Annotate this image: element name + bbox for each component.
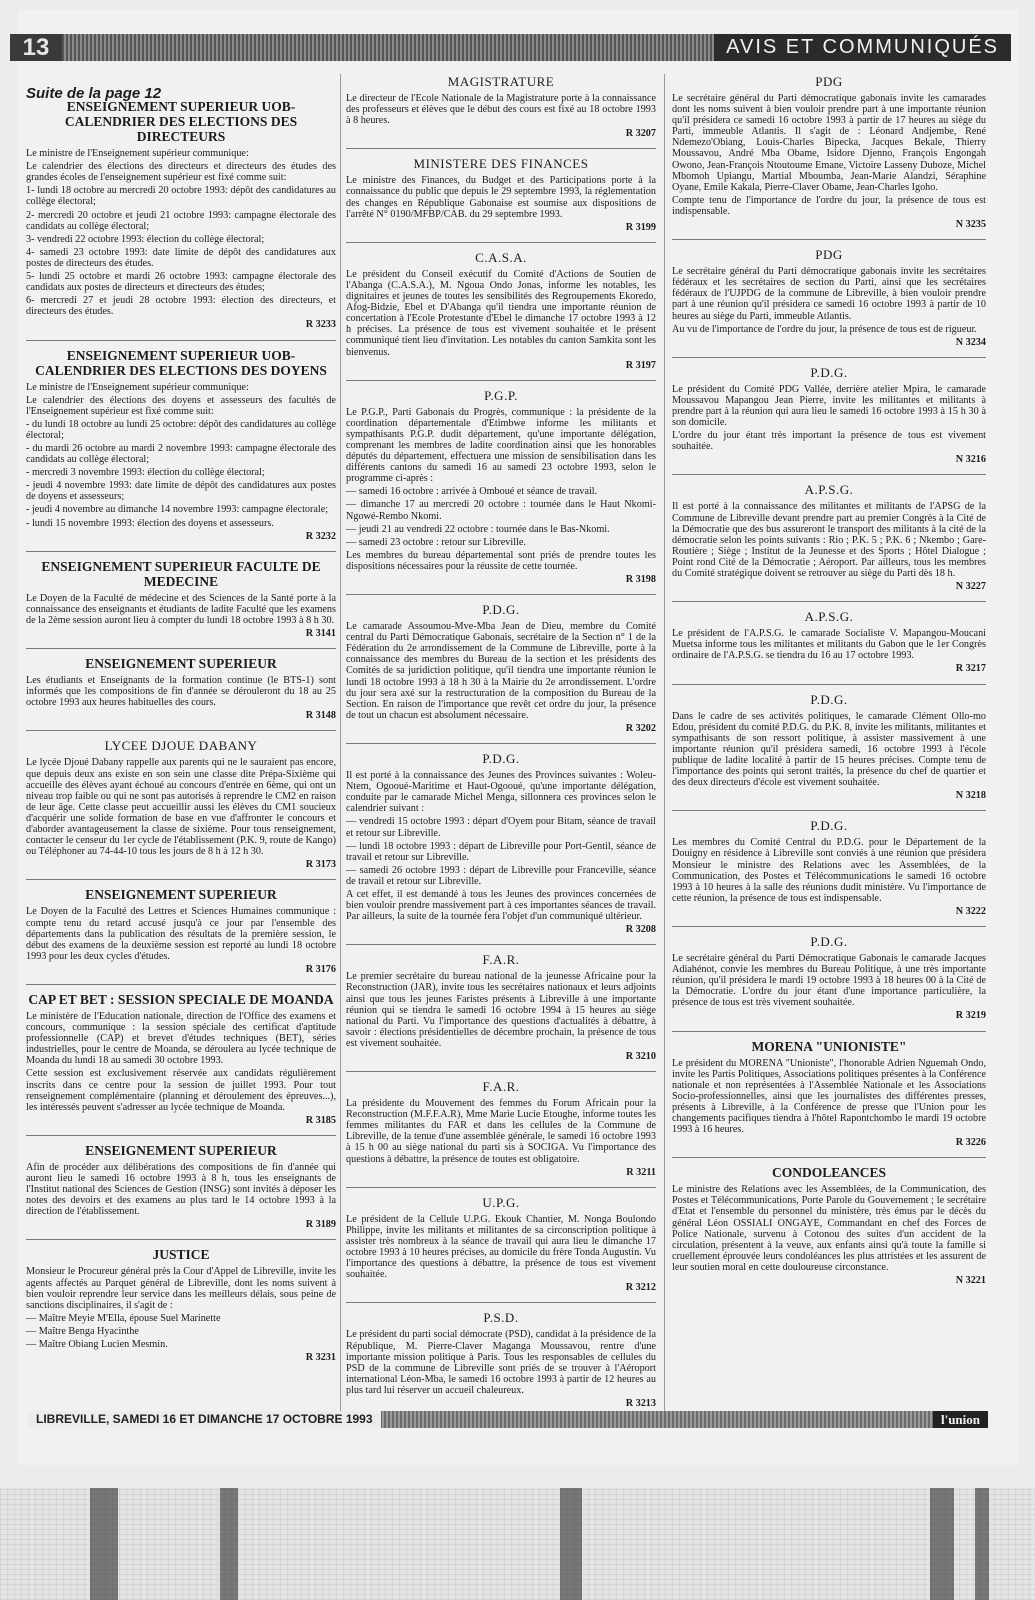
notice-title: JUSTICE (152, 1247, 210, 1263)
divider (672, 684, 986, 685)
notice-text: Le ministre des Finances, du Budget et des Participations porte à la connaissance du public que depuis le 29 septembre 1993, la réglementation des changes en République Gabonaise est soumise aux dispositions de l'arrêté N° 0190/MFBP/CAB. du 29 septembre 1993. (346, 175, 656, 220)
notice-reference: R 3199 (625, 221, 656, 233)
notice-pdg-jeunes (346, 751, 656, 935)
notice-text: Le président de la Cellule U.P.G. Ekouk Chantier, M. Nonga Boulondo Philippe, invite les militants et militantes de sa circonscription politique à assister très nombreux à la séance de travail qui aura lieu le dimanche 17 octobre 1993 à 10 heures précises, au domicile du frère Tonda Augustin. Vu l'importance des questions à débattre, la présence de tous est vivement souhaitée. (346, 1213, 656, 1281)
notice-list-item: 3- vendredi 22 octobre 1993: élection du collège électoral; (26, 233, 265, 245)
notice-reference: R 3189 (305, 1219, 336, 1231)
notice-title: P.S.D. (483, 1310, 519, 1326)
notice-lycee-djoue-dabany (26, 738, 336, 870)
notice-text: Il est porté à la connaissance des militantes et militants de l'APSG de la Commune de Libreville devant prendre part au premier Congrès à la Cité de la Démocratie que des bus assureront le transport des militants à la cité de la démocratie selon les points suivants : Rio ; P.K. 5 ; P.K. 6 ; Nkembo ; Gare-Routière ; Siège ; Institut de la Jeunesse et des Sports ; Hôtel Dialogue ; Point rond Cité de la Démocratie ; Aéroport. Par ailleurs, tous les membres du Comité stratégique doivent se retrouver au siège du Parti dès 18 h. (672, 501, 986, 579)
notice-text: La présidente du Mouvement des femmes du Forum Africain pour la Reconstruction (M.F.F.A.R), Mme Marie Lucie Etoughe, informe toutes les femmes militantes du FAR et dans les cellules de la Commune de Libreville, de la tenue d'une assemblée générale, le samedi 16 octobre 1993 à 15 h 00 au siège national du parti sis à SOCIGA. Vu l'importance des questions à débattre, la présence de toutes est obligatoire. (346, 1098, 656, 1165)
notice-reference: N 3227 (955, 581, 986, 593)
notice-condoleances (672, 1165, 986, 1286)
notice-reference: R 3233 (305, 319, 336, 331)
notice-text: Le président du parti social démocrate (PSD), candidat à la présidence de la République, M. Pierre-Claver Maganga Moussavou, rentre d'une importante mission politique à Paris. Tous les responsables de cellules du PSD de la commune de Libreville sont priés de se trouver à l'Aéroport international Léon-Mba, le samedi 16 octobre 1993 à partir de 12 heures au plus tard lui réserver un accueil chaleureux. (346, 1329, 656, 1396)
divider (346, 242, 656, 243)
notice-reference: R 3207 (625, 128, 656, 140)
notice-reference: R 3176 (305, 963, 336, 975)
notice-title: ENSEIGNEMENT SUPERIEUR UOB-CALENDRIER DES ELECTIONS DES DOYENS (35, 347, 327, 378)
notice-faculte-medecine (26, 559, 336, 639)
notice-reference: R 3217 (955, 663, 986, 675)
notice-title: F.A.R. (482, 1079, 520, 1095)
notice-reference: R 3210 (625, 1051, 656, 1062)
divider (26, 551, 336, 552)
notice-text: Le ministre de l'Enseignement supérieur communique: (26, 148, 249, 160)
divider (26, 879, 336, 880)
notice-text: Cette session est exclusivement réservée aux candidats régulièrement inscrits dans ce centre pour la session de juillet 1993. Pour tout renseignement complémentaire (planning et déroulement des épreuves...), les intéressés peuvent s'adresser au lycée technique de Moanda. (26, 1068, 336, 1113)
notice-reference: N 3222 (955, 905, 986, 917)
notice-pdg-douigny (672, 818, 986, 917)
notice-reference: R 3141 (305, 628, 336, 639)
notice-title: A.P.S.G. (804, 482, 854, 498)
notice-reference: N 3218 (955, 790, 986, 802)
notice-pdg-section-1 (346, 602, 656, 734)
scan-artifact-area (0, 1488, 1035, 1600)
notice-reference: R 3202 (625, 722, 656, 734)
notice-title: F.A.R. (482, 952, 520, 968)
scan-artifact-band (90, 1488, 118, 1600)
notice-title: C.A.S.A. (475, 249, 527, 265)
notice-text: Le calendrier des élections des directeurs et directeurs des études des grandes écoles de l'enseignement supérieur est fixé comme suit: (26, 161, 336, 184)
notice-text: Le secrétaire général du Parti démocratique gabonais invite les secrétaires fédéraux et les secrétaires de section du Parti, ainsi que les secrétaires fédéraux de l'UJPDG de la commune de Libreville, à bien vouloir prendre part à une réunion qu'il présidera ce samedi 16 octobre 1993 à partir de 10 heures au siège du Parti, immeuble Atlantis. (672, 266, 986, 322)
notice-list-item: - mercredi 3 novembre 1993: élection du collège électoral; (26, 467, 265, 479)
notice-list-item: - jeudi 4 novembre au dimanche 14 novembre 1993: campagne électorale; (26, 504, 329, 516)
notice-pdg-bureau (672, 74, 986, 230)
scan-artifact-band (975, 1488, 989, 1600)
notice-list-item: - lundi 15 novembre 1993: élection des doyens et assesseurs. (26, 517, 274, 529)
notice-title: ENSEIGNEMENT SUPERIEUR UOB-CALENDRIER DES ELECTIONS DES DIRECTEURS (64, 99, 298, 145)
notice-reference: R 3208 (625, 924, 656, 936)
footer-dateline: LIBREVILLE, SAMEDI 16 ET DIMANCHE 17 OCTOBRE 1993 (28, 1411, 381, 1428)
notice-list-item: 1- lundi 18 octobre au mercredi 20 octobre 1993: dépôt des candidatures au collège électoral; (26, 185, 336, 208)
notice-reference: R 3211 (626, 1166, 656, 1178)
notice-morena (672, 1039, 986, 1149)
notice-list-item: — Maître Meyie M'Ella, épouse Suel Marinette (26, 1312, 221, 1324)
notice-text: Le camarade Assoumou-Mve-Mba Jean de Dieu, membre du Comité central du Parti Démocratique Gabonais, secrétaire de la Section n° 1 de la Fédération du 2e arrondissement de la Commune de Libreville, porte à la connaissance des membres du Bureau de la section et les présidents des Comités de sa juridiction politique, qu'il tiendra une importante réunion le lundi 18 octobre 1993 à 18 h 30 à la Mairie du 2e arrondissement. L'ordre du jour sera axé sur la restructuration de la composition du Bureau de la Section. En raison de l'importance que revêt cet ordre du jour, la présence de tout un chacun est absolument nécessaire. (346, 621, 656, 721)
notice-text: Le ministre de l'Enseignement supérieur communique: (26, 381, 249, 393)
notice-list-item: - jeudi 4 novembre 1993: date limite de dépôt des candidatures aux postes de doyens et assesseurs; (26, 480, 336, 503)
notice-title: P.G.P. (484, 387, 518, 403)
notice-title: ENSEIGNEMENT SUPERIEUR (85, 1142, 277, 1158)
divider (346, 743, 656, 744)
notice-reference: R 3198 (625, 574, 656, 585)
notice-title: P.D.G. (482, 602, 520, 618)
section-title: AVIS ET COMMUNIQUÉS (714, 34, 1011, 61)
notice-text: A cet effet, il est demandé à tous les Jeunes des provinces concernées de bien vouloir prendre massivement part à ces importantes séances de travail. Par ailleurs, la suite de la tournée fera l'objet d'un communiqué ultérieur. (346, 888, 656, 923)
divider (346, 380, 656, 381)
divider (346, 594, 656, 595)
notice-reference: R 3231 (305, 1352, 336, 1364)
notice-text: Le premier secrétaire du bureau national de la jeunesse Africaine pour la Reconstruction (JAR), invite tous les secrétaires nationaux et leurs adjoints ainsi que tous les jeunes Faristes présents à Libreville à une importante réunion qui se tiendra le samedi 16 octobre 1994 à 15 heures au siège national du Parti. Vu l'importance des questions d'actualités à débattre, à savoir : élections présidentielles de décembre prochain, la présence de tous est vivement souhaitée. (346, 971, 656, 1049)
notice-list-item: - du mardi 26 octobre au mardi 2 novembre 1993: campagne électorale des candidats au collège électoral; (26, 442, 336, 466)
notice-reference: R 3173 (305, 859, 336, 871)
notice-insg (26, 1143, 336, 1231)
column-divider (664, 74, 665, 1424)
notice-text: Il est porté à la connaissance des Jeunes des Provinces suivantes : Woleu-Ntem, Ogooué-Maritime et Haut-Ogooué, qu'une importante délégation, conduite par le camarade Michel Menga, sillonnera ces provinces selon le calendrier suivant : (346, 770, 656, 815)
notice-text: Le secrétaire général du Parti Démocratique Gabonais le camarade Jacques Adiahénot, convie les membres du Bureau Politique, à une très importante réunion, qu'il présidera le mardi 19 octobre 1993 à 18 heures 00 à la Cité de la Démocratie. L'ordre du jour étant d'une importance particulière, la présence de tous est très vivement souhaitée. (672, 952, 986, 1009)
notice-cap-bet (26, 992, 336, 1126)
notice-text: Le lycée Djoué Dabany rappelle aux parents qui ne le sauraient pas encore, que depuis deux ans existe en son sein une classe dite Prépa-Sixième qui accueille des élèves ayant échoué au concours d'entrée en 6ème, qui ont un niveau trop faible ou qui ne sont pas autorisés à reprendre le CM2 en raison de leur âge. Cette classe peut accueillir aussi les élèves du CM1 soucieux d'acquérir une solide formation de base en vue d'affronter le concours et d'aborder avantageusement la classe de sixième. Pour tous renseignement, contacter le censeur du 1er cycle de l'établissement (P.K. 9, route de Kango) ou Téléphoner au 74-44-10 tous les jours de 8 h à 12 h 30. (26, 757, 336, 858)
notice-list-item: — dimanche 17 au mercredi 20 octobre : tournée dans le Haut Nkomi-Ngowé-Rembo Nkomi. (346, 499, 656, 522)
divider (672, 601, 986, 602)
notice-text: Dans le cadre de ses activités politiques, le camarade Clément Ollo-mo Edou, président du comité P.D.G. du P.K. 8, invite les militants, militantes et sympathisants de son ressort politique, à assister massivement à une importante réunion qu'il présidera samedi, 16 octobre 1993 à l'école publique de ladite localité à partir de 15 heures précises. Compte tenu de l'importance des points qui seront traités, la présence du chef de quartier et des deux directeurs d'école est vivement souhaitée. (672, 710, 986, 789)
notice-pdg-pk8 (672, 692, 986, 802)
notice-text: Le ministère de l'Education nationale, direction de l'Office des examens et concours, communique : la session spéciale des certificat d'aptitude professionnelle (CAP) et brevet d'études techniques (BET), séries industrielles, pour le centre de Moanda, se déroulera au lycée technique de Moanda du lundi 18 au samedi 30 octobre 1993. (26, 1010, 336, 1067)
notice-reference: R 3185 (305, 1114, 336, 1126)
divider (26, 1239, 336, 1240)
divider (346, 1187, 656, 1188)
notice-title: MORENA "UNIONISTE" (751, 1038, 907, 1054)
notice-reference: N 3216 (955, 454, 986, 466)
divider (26, 1135, 336, 1136)
divider (672, 1031, 986, 1032)
notice-lettres-sciences-humaines (26, 887, 336, 975)
notice-bts (26, 656, 336, 721)
notice-text: Le P.G.P., Parti Gabonais du Progrès, communique : la présidente de la coordination départementale d'Etimbwe informe les militants et sympathisants P.G.P. dudit département, qu'une importante délégation, comprenant les membres de ladite coordination ainsi que les honorables députés du département, effectuera une mission de sensibilisation dans les différents cantons du samedi 16 au samedi 23 octobre 1993, selon le programme ci-après : (346, 406, 656, 485)
notice-text: Compte tenu de l'importance de l'ordre du jour, la présence de tous est indispensable. (672, 194, 986, 217)
notice-list-item: — samedi 26 octobre 1993 : départ de Libreville pour Franceville, séance de travail et retour sur Libreville. (346, 864, 656, 887)
notice-list-item: — jeudi 21 au vendredi 22 octobre : tournée dans le Bas-Nkomi. (346, 523, 610, 535)
notice-reference: R 3212 (625, 1282, 656, 1294)
scan-artifact-band (560, 1488, 582, 1600)
notice-text: Les membres du bureau départemental sont priés de prendre toutes les dispositions nécessaires pour la réussite de cette tournée. (346, 549, 656, 572)
divider (672, 357, 986, 358)
notice-text: Les membres du Comité Central du P.D.G. pour le Département de la Douigny en résidence à Libreville sont conviés à une réunion que présidera Monsieur le ministre des Relations avec les Assemblées, de la Communication, des Postes et Télécommunications le samedi 16 octobre 1993 à 10 heures à la salle des réunions dudit ministère. Vu l'importance de cette réunion, la présence de tous est indispensable. (672, 837, 986, 904)
notice-text: Le ministre des Relations avec les Assemblées, de la Communication, des Postes et Télécommunications, Porte Parole du Gouvernement ; le secrétaire d'Etat et l'ensemble du personnel du ministère, très émus par le décès du général Léon OSSIALI ONGAYE, Commandant en chef des Forces de Police Nationale, survenu à Cotonou des suites d'un accident de la circulation, présentent à la veuve, aux enfants ainsi qu'à toute la famille si cruellement éprouvée leurs condoléances les plus attristées et les assurent de leur soutien moral en cette douloureuse circonstance. (672, 1184, 986, 1273)
notice-casa (346, 250, 656, 371)
notice-text: Les étudiants et Enseignants de la formation continue (le BTS-1) sont informés que les compositions de fin d'année se dérouleront du 18 au 25 octobre 1993 aux heures habituelles des cours. (26, 675, 336, 709)
page-footer (28, 1411, 988, 1428)
divider (672, 810, 986, 811)
notice-title: P.D.G. (810, 933, 848, 949)
notice-list-item: - du lundi 18 octobre au lundi 25 octobre: dépôt des candidatures au collège électoral; (26, 418, 336, 441)
notice-title: LYCEE DJOUE DABANY (104, 738, 258, 754)
notice-title: P.D.G. (810, 364, 848, 380)
notice-title: MAGISTRATURE (447, 74, 555, 89)
notice-pdg-bureau-politique (672, 934, 986, 1022)
notice-title: PDG (815, 74, 843, 89)
notice-list-item: — samedi 16 octobre : arrivée à Omboué et séance de travail. (346, 486, 598, 498)
notice-list-item: — Maître Benga Hyacinthe (26, 1325, 139, 1337)
notice-pgp (346, 388, 656, 585)
notice-psd (346, 1310, 656, 1409)
notice-apsg-congres (672, 609, 986, 674)
notice-reference: R 3232 (305, 530, 336, 542)
notice-title: A.P.S.G. (804, 609, 854, 625)
notice-list-item: 5- lundi 25 octobre et mardi 26 octobre 1993: campagne électorale des candidats aux postes de directeurs et directeurs des études; (26, 271, 336, 294)
notice-title: MINISTERE DES FINANCES (413, 156, 589, 172)
notice-reference: N 3234 (955, 336, 986, 348)
notice-reference: N 3235 (955, 219, 986, 231)
divider (672, 239, 986, 240)
divider (346, 1302, 656, 1303)
notice-title: ENSEIGNEMENT SUPERIEUR (85, 656, 277, 672)
notice-far-femmes (346, 1079, 656, 1178)
notice-list-item: — Maître Obiang Lucien Mesmin. (26, 1339, 168, 1351)
notice-reference: R 3213 (625, 1397, 656, 1409)
notice-title: PDG (815, 247, 843, 263)
notice-justice (26, 1247, 336, 1363)
notice-elections-doyens (26, 348, 336, 542)
notice-text: Le Doyen de la Faculté des Lettres et Sciences Humaines communique : compte tenu du retard accusé jusqu'à ce jour par l'ensemble des départements dans la publication des résultats de la première session, le début des examens de la deuxième session est reporté au lundi 18 octobre 1993 pour les deux cycles d'études. (26, 906, 336, 962)
notice-text: Afin de procéder aux délibérations des compositions de fin d'année qui auront lieu le samedi 16 octobre 1993 à 8 h, tous les enseignants de l'Institut national des Sciences de Gestion (INSG) sont invités à déposer les notes des devoirs et des examens au plus tard le 14 octobre 1993 à la direction de l'établissement. (26, 1161, 336, 1218)
notice-magistrature (346, 74, 656, 139)
newspaper-brand: l'union (933, 1411, 988, 1428)
divider (672, 474, 986, 475)
divider (26, 340, 336, 341)
divider (346, 148, 656, 149)
notice-title: P.D.G. (810, 691, 848, 707)
notice-ministere-finances (346, 156, 656, 232)
notice-list-item: 2- mercredi 20 octobre et jeudi 21 octobre 1993: campagne électorale des candidats au collège électoral; (26, 209, 336, 232)
notice-pdg-vallee (672, 365, 986, 466)
notice-list-item: — lundi 18 octobre 1993 : départ de Libreville pour Port-Gentil, séance de travail et retour sur Libreville. (346, 840, 656, 863)
notice-list-item: 6- mercredi 27 et jeudi 28 octobre 1993: élection des directeurs, et directeurs des études. (26, 295, 336, 318)
notice-far-jar (346, 952, 656, 1062)
notice-reference: R 3226 (955, 1137, 986, 1149)
column-left (26, 74, 336, 1372)
notice-title: U.P.G. (482, 1194, 520, 1210)
notice-list-item: — samedi 23 octobre : retour sur Libreville. (346, 536, 526, 548)
notice-title: ENSEIGNEMENT SUPERIEUR (85, 887, 277, 903)
page-number: 13 (10, 34, 62, 61)
column-middle (346, 74, 656, 1418)
notice-title: CONDOLEANCES (771, 1165, 887, 1181)
notice-text: Au vu de l'importance de l'ordre du jour, la présence de tous est de rigueur. (672, 323, 977, 335)
notice-reference: R 3219 (955, 1010, 986, 1022)
column-right (672, 74, 986, 1295)
divider (346, 944, 656, 945)
divider (346, 1071, 656, 1072)
scan-artifact-band (220, 1488, 238, 1600)
notice-text: Monsieur le Procureur général près la Cour d'Appel de Libreville, invite les agents affectés au Parquet général de Libreville, dont les noms suivent à bien vouloir reprendre leur service dans les meilleurs délais, sous peine de sanctions disciplinaires, il s'agit de : (26, 1266, 336, 1311)
notice-elections-directeurs (26, 99, 336, 330)
notice-text: Le directeur de l'Ecole Nationale de la Magistrature porte à la connaissance des professeurs et élèves que le début des cours est fixé au 18 octobre 1993 à 8 heures. (346, 93, 656, 127)
notice-title: ENSEIGNEMENT SUPERIEUR FACULTE DE MEDECINE (41, 558, 321, 589)
notice-list-item: — vendredi 15 octobre 1993 : départ d'Oyem pour Bitam, séance de travail et retour sur Libreville. (346, 816, 656, 839)
notice-pdg-federaux (672, 247, 986, 348)
divider (26, 730, 336, 731)
divider (26, 984, 336, 985)
notice-apsg-transport (672, 482, 986, 592)
notice-list-item: 4- samedi 23 octobre 1993: date limite de dépôt des candidatures aux postes de directeurs des études. (26, 246, 336, 269)
notice-text: Le Doyen de la Faculté de médecine et des Sciences de la Santé porte à la connaissance des enseignants et étudiants de ladite Faculté que les examens de la 2ème session auront lieu à compter du lundi 18 octobre 1993 à 8 h 30. (26, 592, 336, 626)
notice-title: P.D.G. (482, 751, 520, 767)
divider (26, 648, 336, 649)
notice-text: Le président du MORENA "Unioniste", l'honorable Adrien Nguemah Ondo, invite les Partis Politiques, Associations politiques présentes à la Conférence nationale et non représentées à l'Assemblée Nationale et les Associations Socio-professionnelles, ainsi que les journalistes des différentes presses, présents à Libreville, à la Conférence de presse que l'Union pour les changements pacifiques tiendra à l'hôtel Rapontchombo le mardi 19 octobre 1993 à 16 heures. (672, 1057, 986, 1136)
notice-reference: R 3148 (305, 710, 336, 722)
divider (672, 1157, 986, 1158)
notice-text: Le président de l'A.P.S.G. le camarade Socialiste V. Mapangou-Moucani Muetsa informe tous les militantes et militants du Gabon que le 1er Congrès ordinaire de l'A.P.S.G. se tiendra du 16 au 17 octobre 1993. (672, 628, 986, 662)
notice-text: Le secrétaire général du Parti démocratique gabonais invite les camarades dont les noms suivent à bien vouloir prendre part à une importante réunion qu'il présidera ce samedi 16 octobre 1993 à partir de 17 heures au siège du Parti, immeuble Atlantis. Il s'agit de : Léonard Andjembe, René Ndemezo'Obiang, Louis-Charles Bipecka, Jacques Bekale, Thierry Moussavou, André Mba Obame, Isidore Djenno, François Engongah Owono, Jean-François Ntoutoume Emane, Victoire Lasseny Duboze, Michel Mbomoh Upiangu, Martial Mboumba, Jean-Marie Alandzi, Séraphine Oyane, Emile Kakala, Pierre-Claver Obame, Jean-Charles Igoho. (672, 93, 986, 193)
scan-artifact-band (930, 1488, 954, 1600)
divider (672, 926, 986, 927)
notice-text: Le président du Conseil exécutif du Comité d'Actions de Soutien de l'Abanga (C.A.S.A.), M. Ngoua Ondo Jonas, informe les notables, les dignitaires et jeunes de toutes les sensibilités des Regroupements Ekoredo, Afog-Bidzie, Ebel et D'Abanga qu'il tiendra une importante réunion de concertation à l'Ecole Protestante d'Ebel le dimanche 17 octobre 1993 à 12 h précises. La présence de tous est vivement souhaitée et le présent communiqué tient lieu d'invitation. Les notables du canton Samkita sont les bienvenus. (346, 268, 656, 358)
notice-text: Le calendrier des élections des doyens et assesseurs des facultés de l'Enseignement supérieur est fixé comme suit: (26, 394, 336, 417)
notice-text: L'ordre du jour étant très important la présence de tous est vivement souhaitée. (672, 430, 986, 453)
column-divider (340, 74, 341, 1424)
notice-upg (346, 1195, 656, 1294)
notice-title: P.D.G. (810, 818, 848, 834)
notice-reference: R 3197 (625, 359, 656, 371)
notice-title: CAP ET BET : SESSION SPECIALE DE MOANDA (28, 991, 334, 1007)
continuation-note: Suite de la page 12 (26, 85, 162, 102)
notice-text: Le président du Comité PDG Vallée, derrière atelier Mpira, le camarade Moussavou Mapangou Jean Pierre, invite les militantes et militants à prendre part à la réunion qui aura lieu le samedi 16 octobre 1993 à 15 h 30 à son domicile. (672, 383, 986, 429)
notice-reference: N 3221 (955, 1275, 986, 1287)
